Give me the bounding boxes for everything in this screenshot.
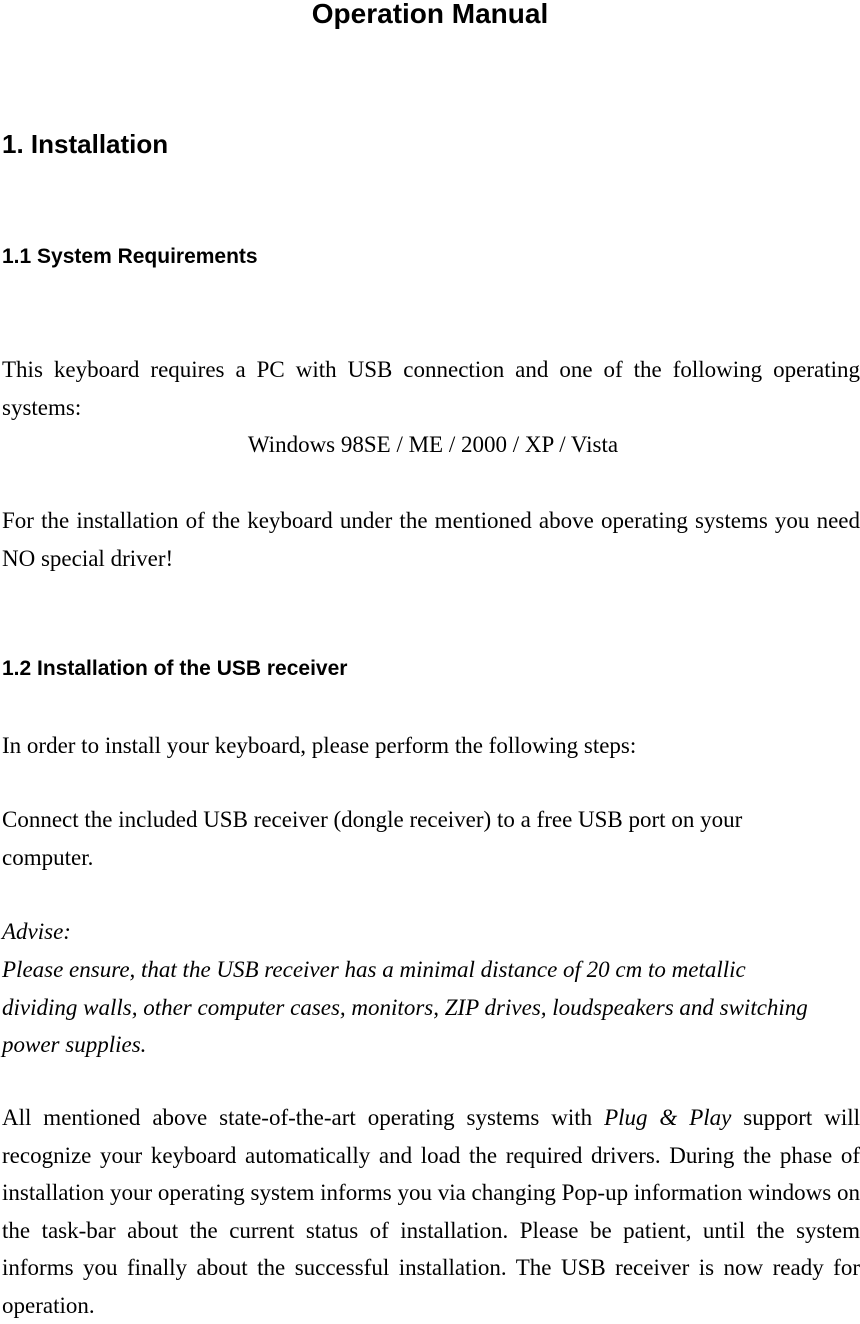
requirements-paragraph: This keyboard requires a PC with USB connection and one of the following operating systems: xyxy=(2,357,860,420)
advise-text: Please ensure, that the USB receiver has a minimal distance of 20 cm to metallic dividing walls, other computer cases, monitors, ZIP drives, loudspeakers and switching power supplies. xyxy=(2,957,808,1057)
pnp-text-after: support will recognize your keyboard automatically and load the required drivers. During the phase of installation your operating system informs you via changing Pop-up information windows on the task-bar about the current status of installation. Please be patient, until the system informs you finally about the successful installation. The USB receiver is now ready for operation. xyxy=(2,1105,860,1318)
pnp-text-before: All mentioned above state-of-the-art operating systems with xyxy=(2,1105,605,1130)
pnp-emphasis: Plug & Play xyxy=(604,1105,732,1130)
page-title: Operation Manual xyxy=(311,0,549,29)
os-list: Windows 98SE / ME / 2000 / XP / Vista xyxy=(247,432,619,457)
section-heading-installation: 1. Installation xyxy=(2,129,169,159)
plug-and-play-paragraph xyxy=(2,1099,860,1324)
advise-label: Advise: xyxy=(2,919,71,944)
connect-paragraph: Connect the included USB receiver (dongle receiver) to a free USB port on your computer. xyxy=(2,807,743,870)
subsection-heading-system-requirements: 1.1 System Requirements xyxy=(2,245,258,268)
intro-paragraph: In order to install your keyboard, please perform the following steps: xyxy=(2,733,637,758)
driver-paragraph: For the installation of the keyboard under the mentioned above operating systems you need NO special driver! xyxy=(2,508,860,571)
subsection-heading-usb-receiver: 1.2 Installation of the USB receiver xyxy=(2,657,348,680)
